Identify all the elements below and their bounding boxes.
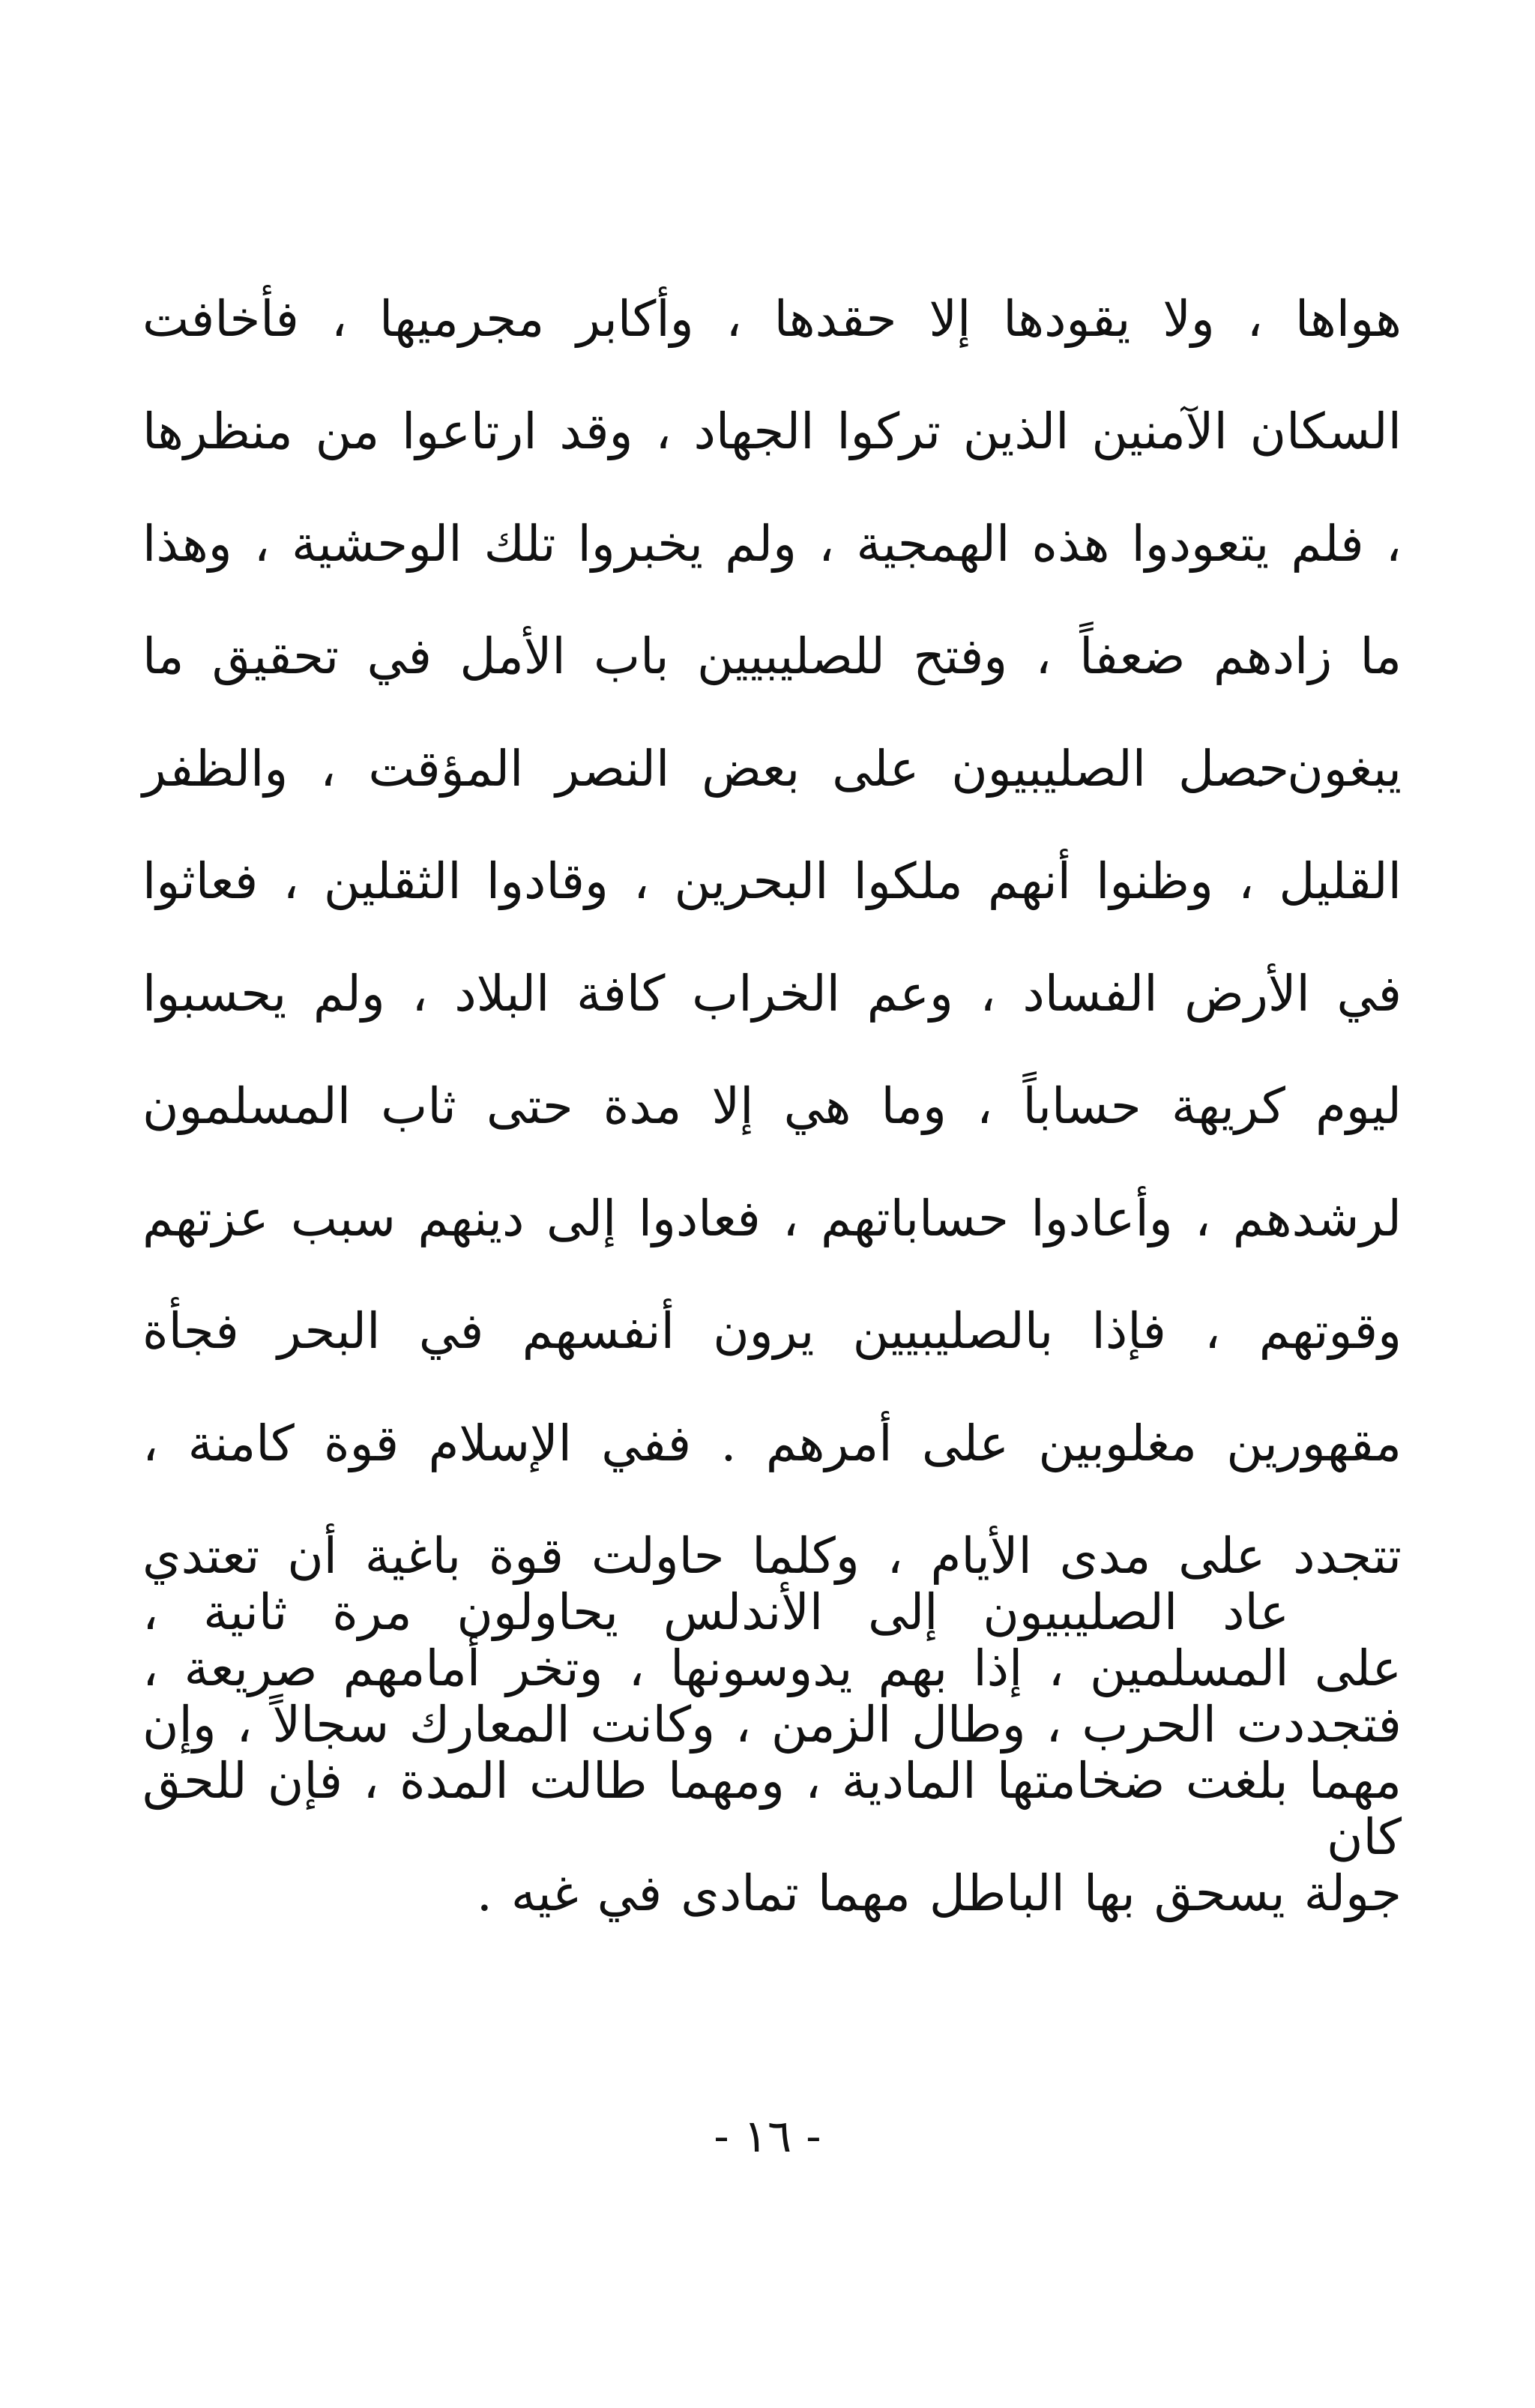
paragraph-1: هواها ، ولا يقودها إلا حقدها ، وأكابر مجرميها ، فأخافت السكان الآمنين الذين تركوا الجهاد ، وقد ارتاعوا من منظرها ، فلم يتعودوا هذه الهمجية ، ولم يخبروا تلك الوحشية ، وهذا ما زادهم ضعفاً ، وفتح للصليبيين باب الأمل في تحقيق ما يبغون .: [142, 290, 1402, 798]
paragraph-3: عاد الصليبيون إلى الأندلس يحاولون مرة ثانية ، فتجددت الحرب ، وطال الزمن ، وكانت المعارك سجالاً ، وإن كان: [142, 1583, 1402, 1866]
paragraph-2: حصل الصليبيون على بعض النصر المؤقت ، والظفر القليل ، وظنوا أنهم ملكوا البحرين ، وقادوا الثقلين ، فعاثوا في الأرض الفساد ، وعم الخراب كافة البلاد ، ولم يحسبوا ليوم كريهة حساباً ، وما هي إلا مدة حتى ثاب المسلمون لرشدهم ، وأعادوا حساباتهم ، فعادوا إلى دينهم سبب عزتهم وقوتهم ، فإذا بالصليبيين يرون أنفسهم في البحر فجأة مقهورين مغلوبين على أمرهم . ففي الإسلام قوة كامنة ، تتجدد على مدى الأيام ، وكلما حاولت قوة باغية أن تعتدي على المسلمين ، إذا بهم يدوسونها ، وتخر أمامهم صريعة ، مهما بلغت ضخامتها المادية ، ومهما طالت المدة ، فإن للحق جولة يسحق بها الباطل مهما تمادى في غيه .: [142, 740, 1402, 1922]
page-number: - ١٦ -: [714, 2110, 821, 2163]
